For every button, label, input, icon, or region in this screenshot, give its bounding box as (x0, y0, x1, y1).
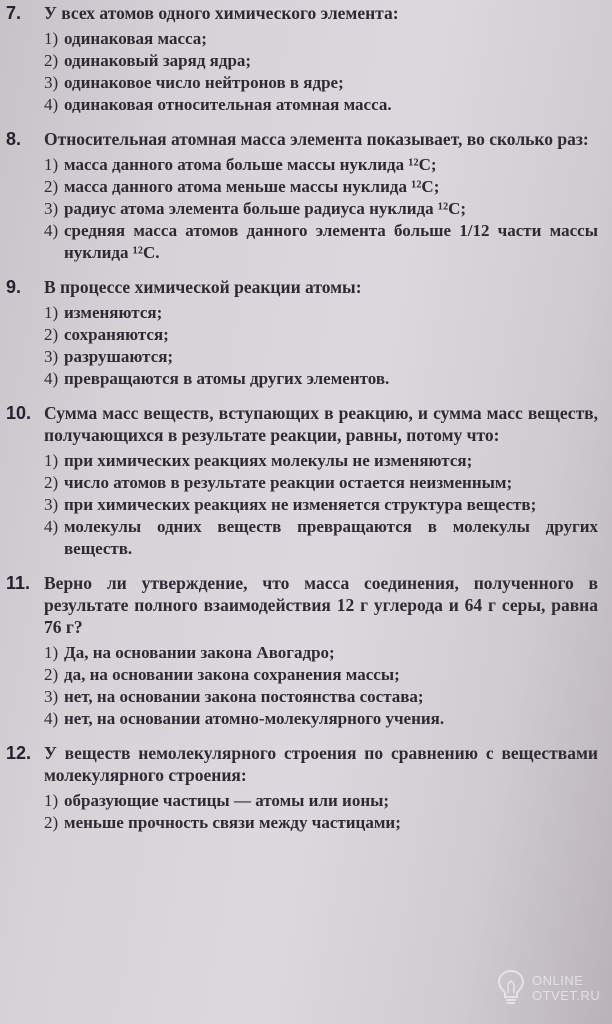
option-number: 3) (44, 347, 59, 366)
answer-options (44, 450, 598, 560)
option-text: число атомов в результате реакции остается неизменным; (64, 473, 513, 492)
question-text: У всех атомов одного химического элемента: (44, 3, 399, 23)
question-text: В процессе химической реакции атомы: (44, 277, 362, 297)
answer-option (44, 708, 598, 730)
answer-option (44, 324, 598, 346)
question-text: У веществ немолекулярного строения по сравнению с веществами молекулярного строения: (44, 743, 598, 785)
option-number: 3) (44, 687, 59, 706)
question-text: Относительная атомная масса элемента показывает, во сколько раз: (44, 129, 589, 149)
option-number: 2) (44, 177, 59, 196)
question-text: Верно ли утверждение, что масса соединения, полученного в результате полного взаимодействия 12 г углерода и 64 г серы, равна 76 г? (44, 573, 598, 637)
question-number: 8. (6, 129, 22, 149)
option-number: 4) (44, 369, 59, 388)
option-number: 3) (44, 495, 59, 514)
answer-option (44, 686, 598, 708)
option-number: 2) (44, 813, 59, 832)
question-11 (6, 572, 598, 730)
option-text: образующие частицы — атомы или ионы; (64, 791, 390, 810)
answer-option (44, 472, 598, 494)
answer-options (44, 790, 598, 834)
option-text: молекулы одних веществ превращаются в молекулы других веществ. (64, 517, 598, 558)
option-text: средняя масса атомов данного элемента больше 1/12 части массы нуклида ¹²C. (64, 221, 598, 262)
answer-option (44, 516, 598, 560)
answer-option (44, 198, 598, 220)
option-number: 1) (44, 451, 59, 470)
option-number: 1) (44, 791, 59, 810)
watermark-line2: OTVET.RU (532, 988, 601, 1003)
answer-option (44, 368, 598, 390)
question-10 (6, 402, 598, 560)
answer-option (44, 494, 598, 516)
question-number: 7. (6, 3, 22, 23)
answer-option (44, 220, 598, 264)
option-number: 1) (44, 29, 59, 48)
option-text: при химических реакциях молекулы не изменяются; (64, 451, 473, 470)
option-text: разрушаются; (64, 347, 174, 366)
option-text: изменяются; (64, 303, 163, 322)
option-text: Да, на основании закона Авогадро; (64, 643, 335, 662)
question-number: 9. (6, 277, 22, 297)
answer-option (44, 50, 598, 72)
watermark (496, 966, 606, 1010)
answer-option (44, 302, 598, 324)
option-number: 4) (44, 95, 59, 114)
option-number: 4) (44, 517, 59, 536)
option-text: меньше прочность связи между частицами; (64, 813, 401, 832)
answer-options (44, 28, 598, 116)
answer-option (44, 642, 598, 664)
option-text: масса данного атома больше массы нуклида ¹²C; (64, 155, 437, 174)
question-text: Сумма масс веществ, вступающих в реакцию, и сумма масс веществ, получающихся в результате реакции, равны, потому что: (44, 403, 598, 445)
option-number: 2) (44, 325, 59, 344)
option-text: при химических реакциях не изменяется структура веществ; (64, 495, 537, 514)
question-number: 12. (6, 743, 32, 763)
option-text: масса данного атома меньше массы нуклида ¹²C; (64, 177, 440, 196)
answer-option (44, 94, 598, 116)
answer-options (44, 154, 598, 264)
answer-option (44, 72, 598, 94)
answer-option (44, 790, 598, 812)
answer-options (44, 302, 598, 390)
option-number: 2) (44, 473, 59, 492)
option-text: радиус атома элемента больше радиуса нуклида ¹²C; (64, 199, 467, 218)
watermark-line1: ONLINE (532, 973, 584, 988)
option-number: 2) (44, 665, 59, 684)
option-text: одинаковый заряд ядра; (64, 51, 252, 70)
option-text: нет, на основании закона постоянства состава; (64, 687, 424, 706)
option-text: да, на основании закона сохранения массы; (64, 665, 400, 684)
question-12 (6, 742, 598, 834)
option-text: одинаковая относительная атомная масса. (64, 95, 392, 114)
lightbulb-icon (496, 968, 526, 1008)
option-number: 4) (44, 221, 59, 240)
answer-option (44, 812, 598, 834)
option-number: 1) (44, 303, 59, 322)
question-7 (6, 2, 598, 116)
answer-option (44, 346, 598, 368)
answer-option (44, 450, 598, 472)
question-number: 11. (6, 573, 31, 593)
question-number: 10. (6, 403, 32, 423)
answer-option (44, 176, 598, 198)
option-text: одинаковое число нейтронов в ядре; (64, 73, 344, 92)
option-number: 4) (44, 709, 59, 728)
answer-options (44, 642, 598, 730)
question-8 (6, 128, 598, 264)
option-number: 1) (44, 643, 59, 662)
option-text: сохраняются; (64, 325, 169, 344)
answer-option (44, 154, 598, 176)
option-text: превращаются в атомы других элементов. (64, 369, 390, 388)
answer-option (44, 28, 598, 50)
watermark-text (532, 973, 600, 1003)
option-number: 1) (44, 155, 59, 174)
question-9 (6, 276, 598, 390)
option-number: 3) (44, 73, 59, 92)
answer-option (44, 664, 598, 686)
option-text: одинаковая масса; (64, 29, 207, 48)
option-text: нет, на основании атомно-молекулярного учения. (64, 709, 445, 728)
option-number: 2) (44, 51, 59, 70)
option-number: 3) (44, 199, 59, 218)
